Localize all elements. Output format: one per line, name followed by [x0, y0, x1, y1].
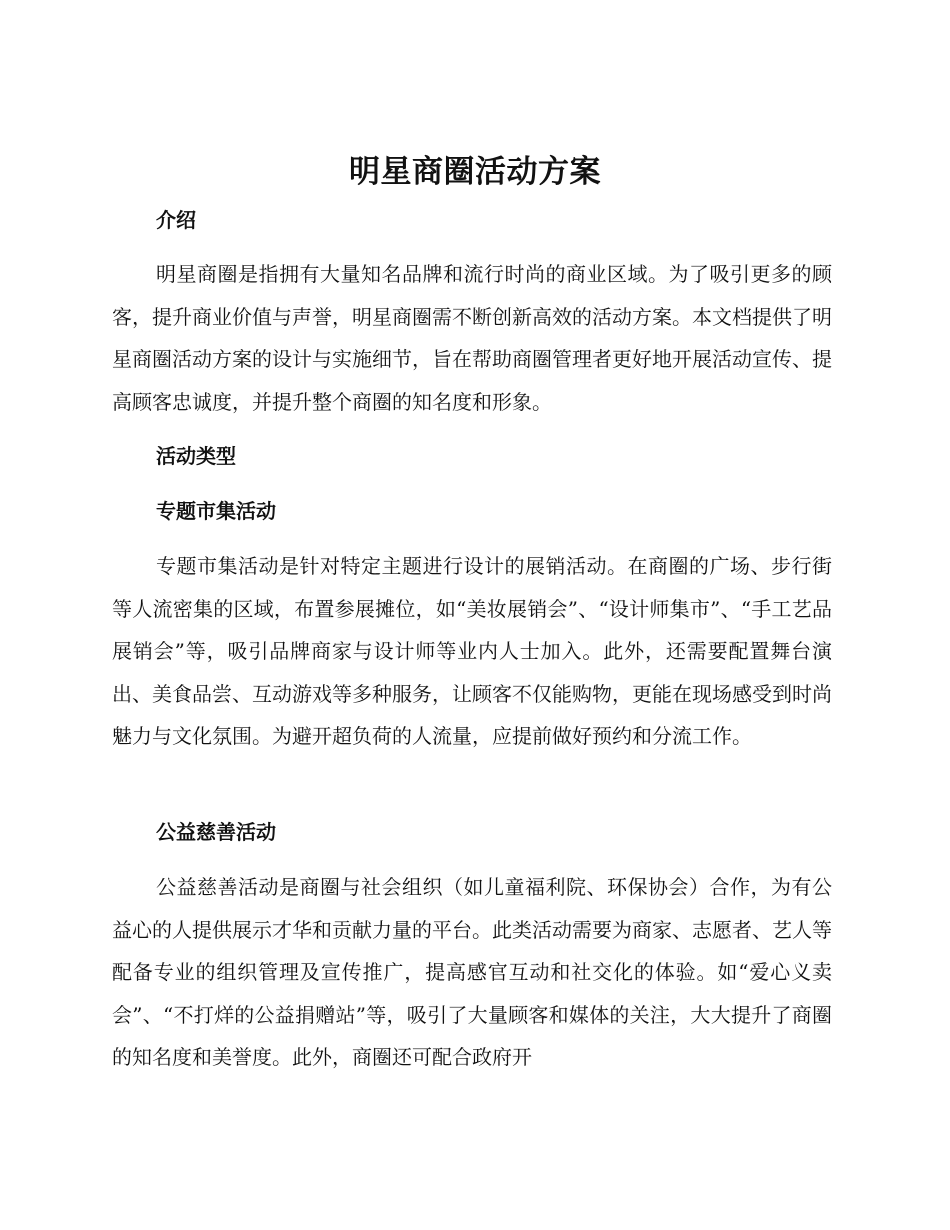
subsection-heading-theme-market: 专题市集活动 [156, 499, 276, 523]
section-heading-activity-types: 活动类型 [156, 444, 236, 468]
paragraph-theme-market: 专题市集活动是针对特定主题进行设计的展销活动。在商圈的广场、步行街等人流密集的区域，布置参展摊位，如“美妆展销会”、“设计师集市”、“手工艺品展销会”等，吸引品牌商家与设计师等业内人士加入。此外，还需要配置舞台演出、美食品尝、互动游戏等多种服务，让顾客不仅能购物，更能在现场感受到时尚魅力与文化氛围。为避开超负荷的人流量，应提前做好预约和分流工作。 [112, 554, 832, 748]
document-title: 明星商圈活动方案 [349, 154, 601, 190]
paragraph-intro: 明星商圈是指拥有大量知名品牌和流行时尚的商业区域。为了吸引更多的顾客，提升商业价值与声誉，明星商圈需不断创新高效的活动方案。本文档提供了明星商圈活动方案的设计与实施细节，旨在帮助商圈管理者更好地开展活动宣传、提高顾客忠诚度，并提升整个商圈的知名度和形象。 [112, 262, 832, 414]
subsection-heading-charity: 公益慈善活动 [156, 820, 276, 844]
paragraph-charity: 公益慈善活动是商圈与社会组织（如儿童福利院、环保协会）合作，为有公益心的人提供展示才华和贡献力量的平台。此类活动需要为商家、志愿者、艺人等配备专业的组织管理及宣传推广，提高感官互动和社交化的体验。如“爱心义卖会”、“不打烊的公益捐赠站”等，吸引了大量顾客和媒体的关注，大大提升了商圈的知名度和美誉度。此外，商圈还可配合政府开 [112, 875, 832, 1069]
section-heading-intro: 介绍 [156, 208, 196, 232]
